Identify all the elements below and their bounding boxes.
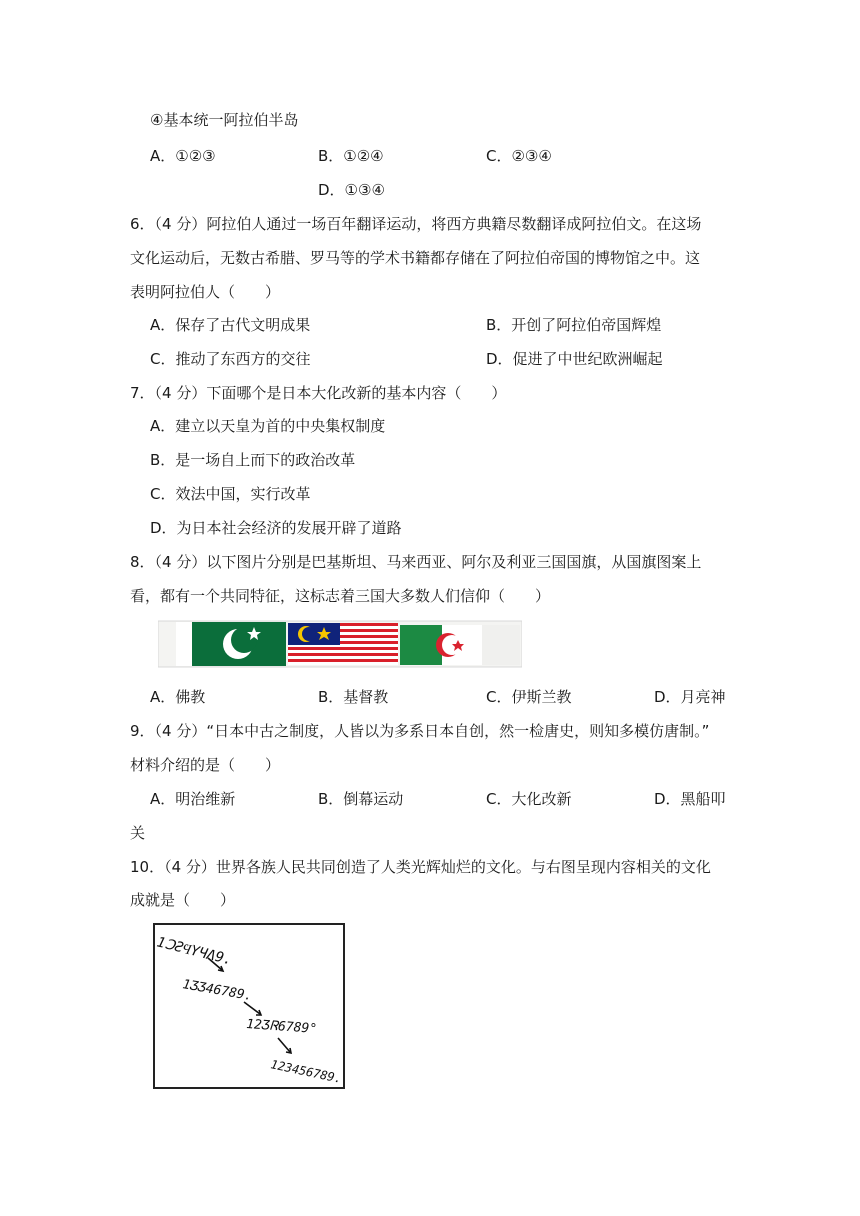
q6-stem-line-1: 6．（4 分）阿拉伯人通过一场百年翻译运动，将西方典籍尽数翻译成阿拉伯文。在这场: [130, 215, 702, 233]
q9-option-d[interactable]: D．黑船叩: [654, 790, 726, 808]
q7-option-b[interactable]: B．是一场自上而下的政治改革: [150, 451, 356, 469]
q8-option-a[interactable]: A．佛教: [150, 688, 206, 706]
q6-option-d[interactable]: D．促进了中世纪欧洲崛起: [486, 350, 663, 368]
numeral-evolution-figure: [148, 920, 348, 1092]
q7-option-d[interactable]: D．为日本社会经济的发展开辟了道路: [150, 519, 402, 537]
q10-stem-line-2: 成就是（ ）: [130, 891, 236, 909]
q9-option-c[interactable]: C．大化改新: [486, 790, 572, 808]
q6-option-c[interactable]: C．推动了东西方的交往: [150, 350, 311, 368]
q10-stem-line-1: 10．（4 分）世界各族人民共同创造了人类光辉灿烂的文化。与右图呈现内容相关的文化: [130, 858, 711, 876]
q5-option-b[interactable]: B．①②④: [318, 147, 384, 165]
numeral-row-2: 1ƷƷ46789.: [181, 977, 254, 1005]
pakistan-flag-icon: [176, 622, 286, 666]
q5-option-c[interactable]: C．②③④: [486, 147, 552, 165]
q8-option-b[interactable]: B．基督教: [318, 688, 389, 706]
q8-stem-line-2: 看，都有一个共同特征，这标志着三国大多数人们信仰（ ）: [130, 587, 551, 605]
q7-option-c[interactable]: C．效法中国，实行改革: [150, 485, 311, 503]
q7-stem: 7．（4 分）下面哪个是日本大化改新的基本内容（ ）: [130, 384, 507, 402]
q7-option-a[interactable]: A．建立以天皇为首的中央集权制度: [150, 417, 386, 435]
q5-item-4: ④基本统一阿拉伯半岛: [150, 111, 299, 129]
q6-option-b[interactable]: B．开创了阿拉伯帝国辉煌: [486, 316, 662, 334]
q9-stem-line-1: 9．（4 分）“日本中古之制度，人皆以为多系日本自创，然一检唐史，则知多模仿唐制。”: [130, 722, 710, 740]
numeral-row-1: 1ↃƧϤYЧɅ9.: [155, 934, 234, 969]
q5-option-d[interactable]: D．①③④: [318, 181, 385, 199]
algeria-flag-icon: [400, 625, 520, 665]
q8-option-d[interactable]: D．月亮神: [654, 688, 726, 706]
q9-option-a[interactable]: A．明治维新: [150, 790, 236, 808]
q8-stem-line-1: 8．（4 分）以下图片分别是巴基斯坦、马来西亚、阿尔及利亚三国国旗，从国旗图案上: [130, 553, 702, 571]
q8-option-c[interactable]: C．伊斯兰教: [486, 688, 572, 706]
numeral-row-3: 12ƷᏒ6789°: [245, 1017, 318, 1037]
malaysia-flag-icon: [288, 623, 398, 665]
q9-stem-line-2: 材料介绍的是（ ）: [130, 756, 281, 774]
q9-option-b[interactable]: B．倒幕运动: [318, 790, 404, 808]
q5-option-a[interactable]: A．①②③: [150, 147, 216, 165]
numeral-row-4: 123456789.: [269, 1057, 343, 1086]
q9-option-d-wrap: 关: [130, 824, 146, 842]
q6-option-a[interactable]: A．保存了古代文明成果: [150, 316, 311, 334]
q6-stem-line-3: 表明阿拉伯人（ ）: [130, 283, 281, 301]
q6-stem-line-2: 文化运动后，无数古希腊、罗马等的学术书籍都存储在了阿拉伯帝国的博物馆之中。这: [130, 249, 701, 267]
flags-image: [158, 619, 522, 669]
